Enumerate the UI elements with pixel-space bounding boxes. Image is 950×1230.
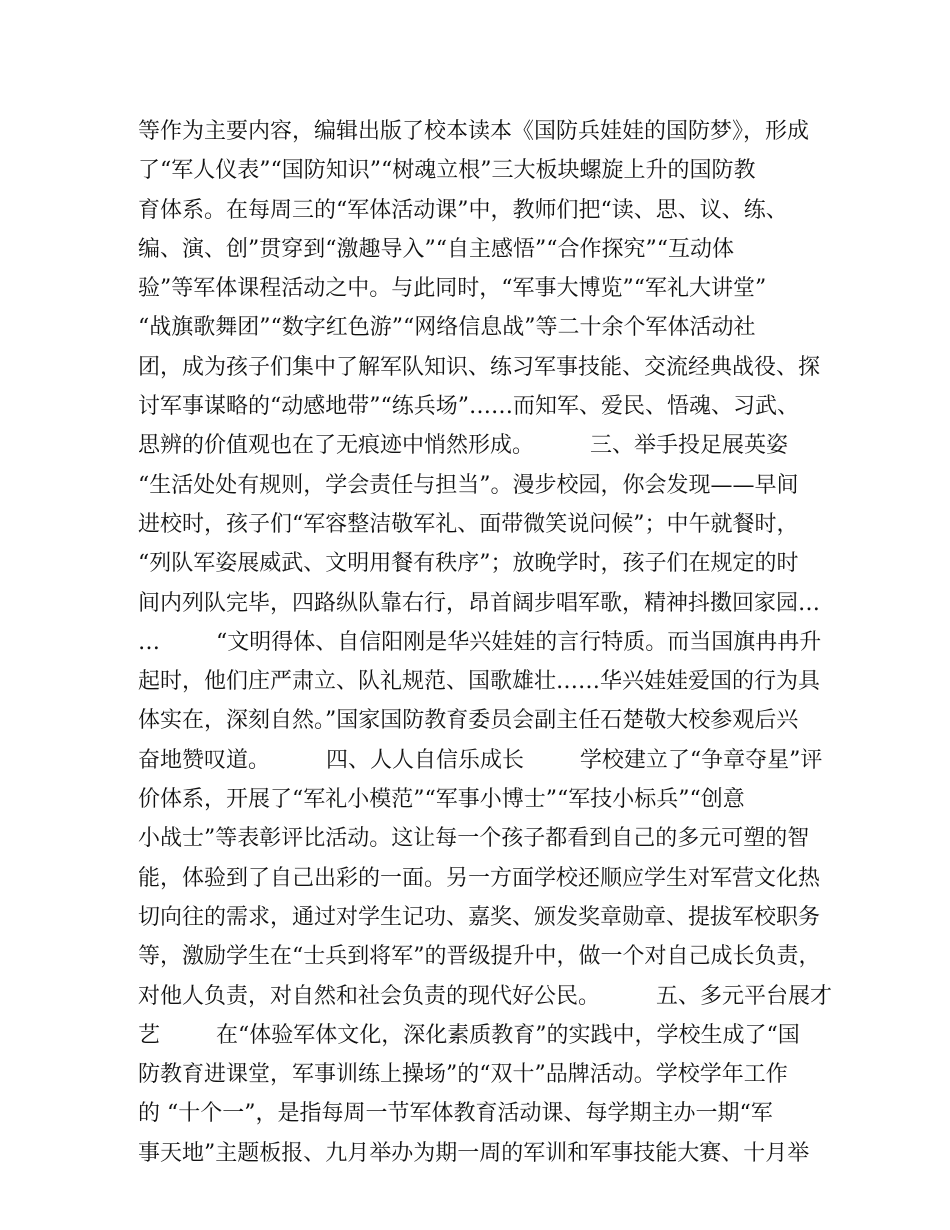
text-line: “战旗歌舞团”“数字红色游”“网络信息战”等二十余个军体活动社 [138, 315, 756, 341]
text-line: “列队军姿展威武、文明用餐有秩序”；放晚学时，孩子们在规定的时 [138, 551, 799, 577]
text-line: 验”等军体课程活动之中。与此同时，“军事大博览”“军礼大讲堂” [138, 276, 767, 302]
text-line: 起时，他们庄严肃立、队礼规范、国歌雄壮……华兴娃娃爱国的行为具 [138, 669, 821, 695]
body-text [138, 112, 832, 1173]
text-line: 等，激励学生在“士兵到将军”的晋级提升中，做一个对自己成长负责， [138, 944, 821, 970]
text-line: 讨军事谋略的“动感地带”“练兵场”……而知军、爱民、悟魂、习武、 [138, 394, 799, 420]
text-line: 价体系，开展了“军礼小模范”“军事小博士”“军技小标兵”“创意 [138, 787, 745, 813]
text-line: 体实在，深刻自然。”国家国防教育委员会副主任石楚敬大校参观后兴 [138, 708, 799, 734]
text-line: 编、演、创”贯穿到“激趣导入”“自主感悟”“合作探究”“互动体 [138, 236, 734, 262]
text-line: 奋地赞叹道。 四、人人自信乐成长 学校建立了“争章夺星”评 [138, 747, 823, 773]
text-line: 思辨的价值观也在了无痕迹中悄然形成。 三、举手投足展英姿 [138, 433, 788, 459]
text-line: 能，体验到了自己出彩的一面。另一方面学校还顺应学生对军营文化热 [138, 865, 821, 891]
text-line: 对他人负责，对自然和社会负责的现代好公民。 五、多元平台展才 [138, 983, 832, 1009]
text-line: 切向往的需求，通过对学生记功、嘉奖、颁发奖章勋章、提拔军校职务 [138, 904, 821, 930]
text-line: 育体系。在每周三的“军体活动课”中，教师们把“读、思、议、练、 [138, 197, 788, 223]
text-line: 间内列队完毕，四路纵队靠右行，昂首阔步唱军歌，精神抖擞回家园… [138, 590, 821, 616]
text-line: 的 “十个一”，是指每周一节军体教育活动课、每学期主办一期“军 [138, 1101, 773, 1127]
text-line: 了“军人仪表”“国防知识”“树魂立根”三大板块螺旋上升的国防教 [138, 158, 756, 184]
text-line: “生活处处有规则，学会责任与担当”。漫步校园，你会发现——早间 [138, 472, 799, 498]
text-line: 进校时，孩子们“军容整洁敬军礼、面带微笑说问候”；中午就餐时， [138, 511, 799, 537]
text-line: 艺 在“体验军体文化，深化素质教育”的实践中，学校生成了“国 [138, 1022, 800, 1048]
text-line: 事天地”主题板报、九月举办为期一周的军训和军事技能大赛、十月举 [138, 1140, 810, 1166]
text-line: 等作为主要内容，编辑出版了校本读本《国防兵娃娃的国防梦》，形成 [138, 119, 810, 144]
text-line: 防教育进课堂，军事训练上操场”的“双十”品牌活动。学校学年工作 [138, 1062, 788, 1088]
text-line: 团，成为孩子们集中了解军队知识、练习军事技能、交流经典战役、探 [138, 354, 821, 380]
text-line: 小战士”等表彰评比活动。这让每一个孩子都看到自己的多元可塑的智 [138, 826, 810, 852]
text-line: … “文明得体、自信阳刚是华兴娃娃的言行特质。而当国旗冉冉升 [138, 629, 822, 655]
